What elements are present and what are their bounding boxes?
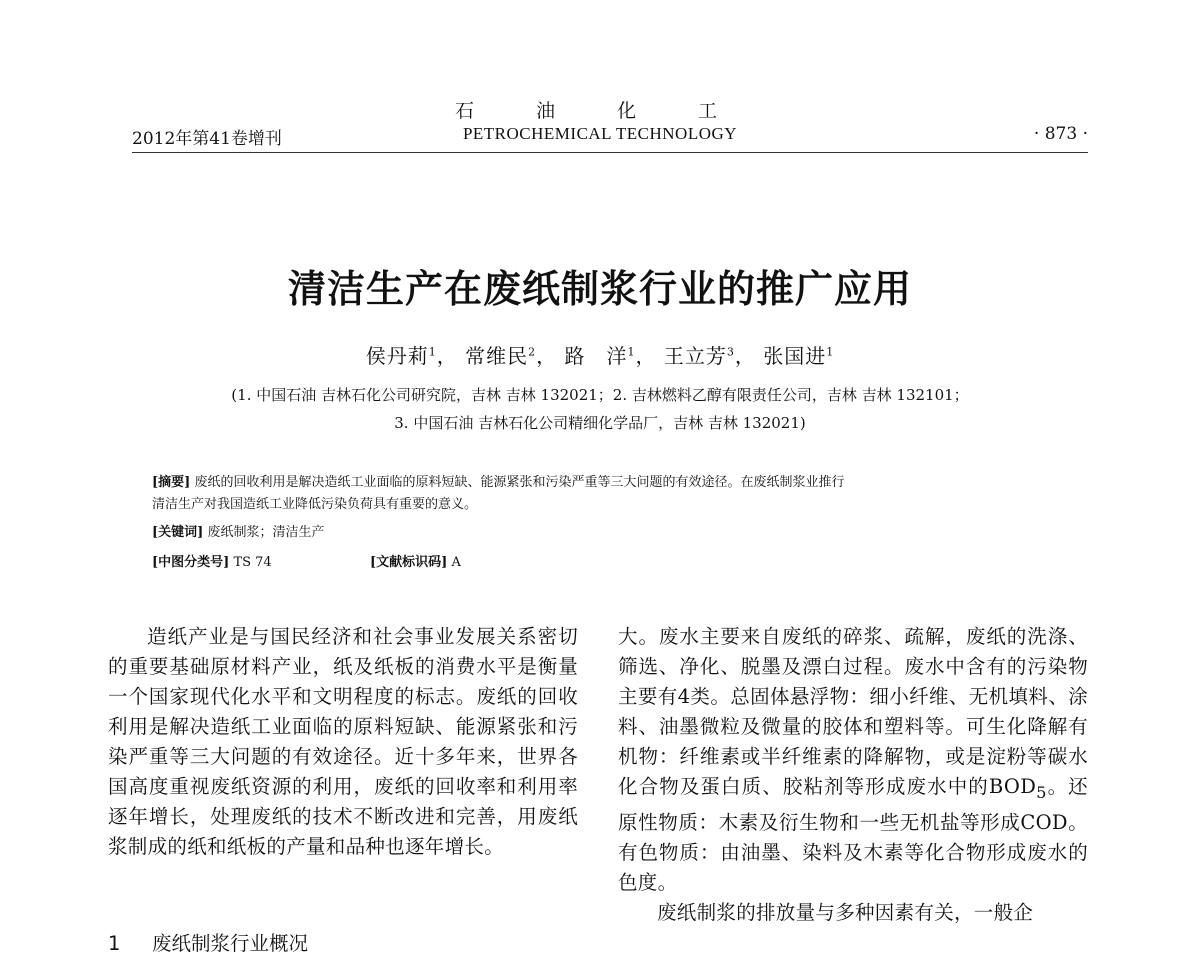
header-rule [132,152,1088,153]
classification-value: TS 74 [233,555,272,570]
keywords-line [152,522,1052,544]
section-number: 1 [108,932,121,955]
issue-label: 2012年第41卷增刊 [132,129,282,149]
document-code-label: [文献标识码] [370,555,448,570]
author-name: 常维民 [465,344,529,368]
abstract-line-2: 清洁生产对我国造纸工业降低污染负荷具有重要的意义。 [152,497,478,512]
subscript: 5 [1036,782,1047,802]
author-affiliation-mark: 2 [528,345,537,359]
classification-line [152,552,1052,574]
author-name: 路 洋 [564,344,628,368]
keywords-value: 废纸制浆；清洁生产 [207,525,325,540]
document-code-value: A [451,555,461,570]
abstract-label: [摘要] [152,475,191,490]
paper-title: 清洁生产在废纸制浆行业的推广应用 [287,267,912,311]
journal-english-title: PETROCHEMICAL TECHNOLOGY [462,124,738,143]
abstract-line-1 [152,472,1052,494]
body-column-left [108,622,578,862]
body-paragraph [618,622,1088,898]
body-column-right [618,622,1088,928]
author-affiliation-mark: 3 [726,345,735,359]
journal-chinese-title: 石 油 化 工 [454,100,746,122]
author-affiliation-mark: 1 [826,345,835,359]
abstract-text: 废纸的回收利用是解决造纸工业面临的原料短缺、能源紧张和污染严重等三大问题的有效途径。在废纸制浆业推行 [194,475,845,490]
classification-label: [中图分类号] [152,555,230,570]
author-list: 侯丹莉$^1$， 常维民$^2$， 路 洋$^1$， 王立芳$^3$， 张国进$^1$ [365,344,835,368]
body-text: 大。废水主要来自废纸的碎浆、疏解，废纸的洗涤、筛选、净化、脱墨及漂白过程。废水中含有的污染物主要有4类。总固体悬浮物：细小纤维、无机填料、涂料、油墨微粒及微量的胶体和塑料等。可生化降解有机物：纤维素或半纤维素的降解物，或是淀粉等碳水化合物及蛋白质、胶粘剂等形成废水中的BOD [618,625,1088,798]
document-code-line [370,552,461,574]
body-text: 。还原性物质：木素及衍生物和一些无机盐等形成COD。有色物质：由油墨、染料及木素等化合物形成废水的色度。 [618,775,1088,894]
section-title: 废纸制浆行业概况 [152,932,309,955]
author-affiliation-mark: 1 [627,345,636,359]
author-name: 侯丹莉 [365,344,429,368]
body-paragraph: 造纸产业是与国民经济和社会事业发展关系密切的重要基础原材料产业，纸及纸板的消费水平是衡量一个国家现代化水平和文明程度的标志。废纸的回收利用是解决造纸工业面临的原料短缺、能源紧张和污染严重等三大问题的有效途径。近十多年来，世界各国高度重视废纸资源的利用，废纸的回收率和利用率逐年增长，处理废纸的技术不断改进和完善，用废纸浆制成的纸和纸板的产量和品种也逐年增长。 [108,625,578,858]
affiliation-line-2: 3. 中国石油 吉林石化公司精细化学品厂，吉林 吉林 132021) [394,414,806,432]
author-name: 张国进 [763,344,827,368]
keywords-label: [关键词] [152,525,204,540]
affiliation-line-1: (1. 中国石油 吉林石化公司研究院，吉林 吉林 132021；2. 吉林燃料乙醇有限责任公司，吉林 吉林 132101； [231,386,969,404]
page-number: · 873 · [1033,124,1088,144]
author-name: 王立芳 [663,344,727,368]
body-paragraph: 废纸制浆的排放量与多种因素有关，一般企 [657,900,1034,924]
author-affiliation-mark: 1 [428,345,437,359]
